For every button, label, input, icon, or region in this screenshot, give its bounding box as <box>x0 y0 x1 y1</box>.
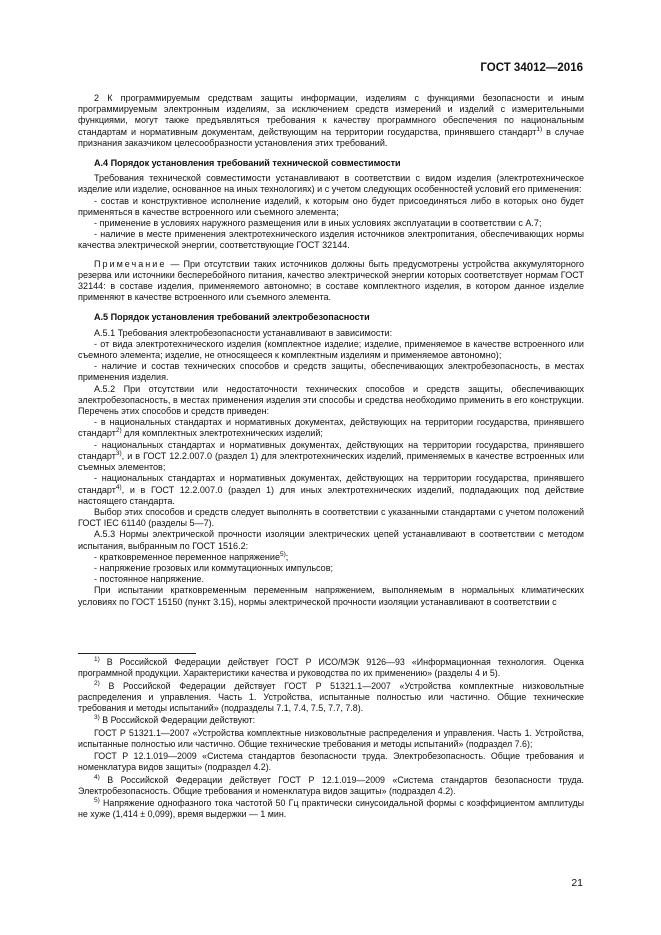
list-item: - наличие и состав технических способов и средств защиты, обеспечивающих электробезопасность, в местах применения изделия. <box>78 361 584 383</box>
paragraph: А.5.3 Нормы электрической прочности изоляции электрических цепей устанавливают в соответствии с методом испытания, выбранным по ГОСТ 1516.2: <box>78 529 584 551</box>
intro-note-2: 2 К программируемым средствам защиты информации, изделиям с функциями безопасности и иным программируемым электронным изделиям, за исключением средств измерений и изделий с измерительными функциями, могут также предъявляться требования к качеству программного обеспечения по национальным стандартам и нормативным документам, действующим на территории государства, принявшего стандарт$^{1)}$ в случае признания заказчиком целесообразности установления этих требований. <box>78 93 584 148</box>
paragraph: Требования технической совместимости устанавливают в соответствии с видом изделия (электротехническое изделие или изделие, основанное на иных технологиях) и с учетом следующих особенностей условий его применения: <box>78 173 584 195</box>
paragraph: Выбор этих способов и средств следует выполнять в соответствии с указанными стандартами с учетом положений ГОСТ IEC 61140 (разделы 5—7). <box>78 506 584 529</box>
list-item: - постоянное напряжение. <box>94 574 204 585</box>
note-label: Примечание <box>94 258 167 269</box>
footnote-ref[interactable]: 3) <box>115 449 122 457</box>
list-item: - применение в условиях наружного размещения или в иных условиях эксплуатации в соответствии с А.7; <box>94 218 542 229</box>
footnote-divider <box>78 653 196 654</box>
list-item: - состав и конструктивное исполнение изделий, к которым оно будет присоединяться либо в которых оно будет применяться в качестве встроенного или съемного элемента; <box>78 195 584 217</box>
paragraph: А.5.1 Требования электробезопасности устанавливают в зависимости: <box>94 327 393 338</box>
footnote-ref[interactable]: 2) <box>115 427 122 435</box>
footnote-3: $^{3)}$ В Российской Федерации действуют: <box>94 714 256 725</box>
footnote-3-item: ГОСТ Р 51321.1—2007 «Устройства комплектные низковольтные распределения и управления. Часть 1. Устройства, испытанные полностью или частично. Общие технические требования и методы испытаний» (подраздел 7.6); <box>78 727 584 749</box>
page-number: 21 <box>571 877 583 889</box>
document-code-header: ГОСТ 34012—2016 <box>480 62 583 74</box>
footnote-ref[interactable]: 4) <box>115 483 122 491</box>
paragraph: При испытании кратковременным переменным напряжением, выполняемым в нормальных климатических условиях по ГОСТ 15150 (пункт 3.15), нормы электрической прочности изоляции устанавливают в соответствии с <box>78 585 584 607</box>
note-paragraph: Примечание — При отсутствии таких источников должны быть предусмотрены устройства аккумуляторного резерва или источники бесперебойного питания, качество электрической энергии которых соответствует нормам ГОСТ 32144: в составе изделия, применяемого автономно; в составе комплектного изделия, в котором данное изделие применяют в качестве встроенного или съемного элемента. <box>78 258 584 303</box>
paragraph: А.5.2 При отсутствии или недостаточности технических способов и средств защиты, обеспечивающих электробезопасность, в местах применения изделия эти способы и средства необходимо применить в его конструкции. Перечень этих способов и средств приведен: <box>78 383 584 417</box>
section-a4-heading: А.4 Порядок установления требований технической совместимости <box>94 158 401 169</box>
footnote-ref[interactable]: 5) <box>280 550 286 558</box>
footnote-5: $^{5)}$ Напряжение однофазного тока частотой 50 Гц практически синусоидальной формы с коэффициентом амплитуды не хуже (1,414 ± 0,099), время выдержки — 1 мин. <box>78 797 584 819</box>
footnote-1: $^{1)}$ В Российской Федерации действует ГОСТ Р ИСО/МЭК 9126—93 «Информационная технология. Оценка программной продукции. Характеристики качества и руководства по их применению» (разделы 4 и 5). <box>78 656 584 678</box>
footnote-3-item: ГОСТ Р 12.1.019—2009 «Система стандартов безопасности труда. Электробезопасность. Общие требования и номенклатура видов защиты» (подраздел 4.2). <box>78 751 584 772</box>
section-a5-heading: А.5 Порядок установления требований электробезопасности <box>94 312 370 323</box>
footnote-2: $^{2)}$ В Российской Федерации действует ГОСТ Р 51321.1—2007 «Устройства комплектные низковольтные распределения и управления. Часть 1. Устройства, испытанные полностью или частично. Общие технические требования и методы испытаний» (подразделы 7.1, 7.4, 7.5, 7.7, 7.8). <box>78 679 584 713</box>
main-text <box>78 93 584 608</box>
footnotes <box>78 657 584 822</box>
list-item: - от вида электротехнического изделия (комплектное изделие; изделие, применяемое в качестве встроенного или съемного элемента; изделие, не относящееся к комплектным изделиям и применяемое автономно); <box>78 338 584 361</box>
list-item: - кратковременное переменное напряжение$^{5)}$; <box>94 550 289 562</box>
list-item: - в национальных стандартах и нормативных документах, действующих на территории государства, принявшего стандарт$^{2)}$ для комплектных электротехнических изделий; <box>78 417 584 439</box>
list-item: - национальных стандартах и нормативных документах, действующих на территории государства, принявшего стандарт$^{4)}$, и в ГОСТ 12.2.007.0 (раздел 1) для иных электротехнических изделий, подпадающих под действие настоящего стандарта. <box>78 473 584 506</box>
footnote-4: $^{4)}$ В Российской Федерации действует ГОСТ Р 12.1.019—2009 «Система стандартов безопасности труда. Электробезопасность. Общие требования и номенклатура видов защиты» (подраздел 4.2). <box>78 773 584 796</box>
footnote-ref[interactable]: 1) <box>536 125 543 133</box>
list-item: - напряжение грозовых или коммутационных импульсов; <box>94 562 334 573</box>
list-item: - национальных стандартах и нормативных документах, действующих на территории государства, принявшего стандарт$^{3)}$, и в ГОСТ 12.2.007.0 (раздел 1) для электротехнических изделий, применяемых в качестве встроенных или съемных элементов; <box>78 439 584 473</box>
list-item: - наличие в месте применения электротехнического изделия источников электропитания, обеспечивающих нормы качества электрической энергии, соответствующие ГОСТ 32144. <box>78 229 584 251</box>
